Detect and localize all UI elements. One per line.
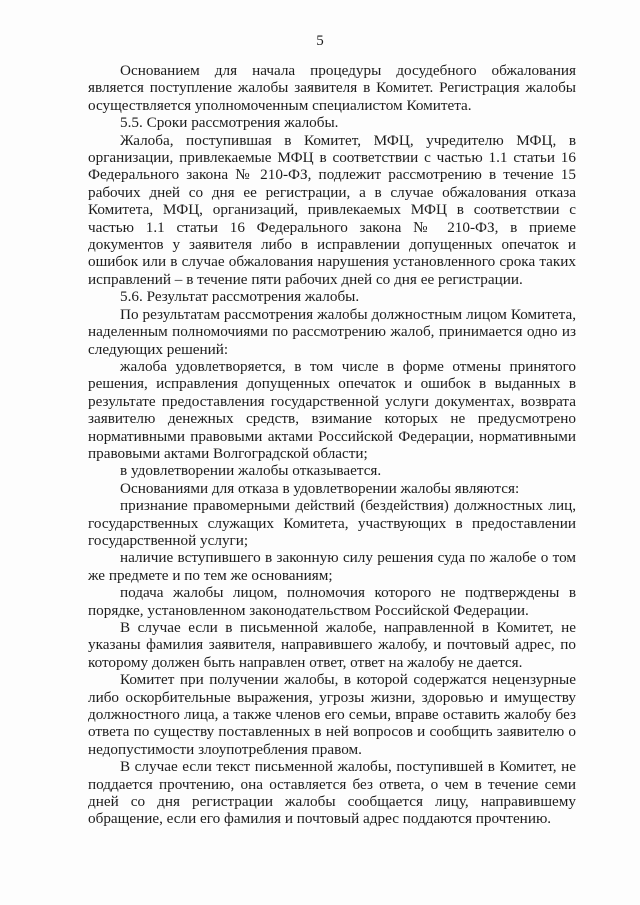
paragraph-refusal-grounds-intro: Основаниями для отказа в удовлетворении жалобы являются: — [120, 479, 520, 497]
paragraph-decision-refused: в удовлетворении жалобы отказывается. — [120, 462, 382, 480]
paragraph-refusal-ground-authority: подача жалобы лицом, полномочия которого не подтверждены в порядке, установленном законодательством Российской Федерации. — [88, 584, 576, 619]
paragraph-review-terms: Жалоба, поступившая в Комитет, МФЦ, учредителю МФЦ, в организации, привлекаемые МФЦ в соответствии с частью 1.1 статьи 16 Федерального закона № 210-ФЗ, подлежит рассмотрению в течение 15 рабочих дней со дня ее регистрации, а в случае обжалования отказа Комитета, МФЦ, организаций, привлекаемых МФЦ в соответствии с частью 1.1 статьи 16 Федерального закона № 210-ФЗ, в приеме документов у заявителя либо в исправлении допущенных опечаток и ошибок или в случае обжалования нарушения установленного срока таких исправлений – в течение пяти рабочих дней со дня ее регистрации. — [88, 131, 576, 288]
paragraph-refusal-ground-lawful: признание правомерными действий (бездействия) должностных лиц, государственных служащих Комитета, участвующих в предоставлении государственной услуги; — [88, 497, 576, 549]
paragraph-illegible-text: В случае если текст письменной жалобы, поступившей в Комитет, не поддается прочтению, она оставляется без ответа, о чем в течение семи дней со дня регистрации жалобы сообщается лицу, направившему обращение, если его фамилия и почтовый адрес поддаются прочтению. — [88, 758, 576, 828]
document-body — [88, 62, 576, 828]
page-number: 5 — [316, 33, 324, 49]
section-heading-review-result: 5.6. Результат рассмотрения жалобы. — [120, 288, 360, 306]
section-heading-review-terms: 5.5. Сроки рассмотрения жалобы. — [120, 114, 339, 132]
paragraph-decision-intro: По результатам рассмотрения жалобы должностным лицом Комитета, наделенным полномочиями по рассмотрению жалоб, принимается одно из следующих решений: — [88, 305, 576, 358]
paragraph-no-applicant-data: В случае если в письменной жалобе, направленной в Комитет, не указаны фамилия заявителя, направившего жалобу, и почтовый адрес, по которому должен быть направлен ответ, ответ на жалобу не дается. — [88, 619, 576, 671]
paragraph-refusal-ground-court: наличие вступившего в законную силу решения суда по жалобе о том же предмете и по тем же основаниям; — [88, 549, 576, 584]
paragraph-decision-satisfied: жалоба удовлетворяется, в том числе в форме отмены принятого решения, исправления допущенных опечаток и ошибок в выданных в результате предоставления государственной услуги документах, возврата заявителю денежных средств, взимание которых не предусмотрено нормативными правовыми актами Российской Федерации, нормативными правовыми актами Волгоградской области; — [88, 357, 576, 462]
paragraph-complaint-basis: Основанием для начала процедуры досудебного обжалования является поступление жалобы заявителя в Комитет. Регистрация жалобы осуществляется уполномоченным специалистом Комитета. — [88, 62, 576, 114]
paragraph-offensive-content: Комитет при получении жалобы, в которой содержатся нецензурные либо оскорбительные выражения, угрозы жизни, здоровью и имуществу должностного лица, а также членов его семьи, вправе оставить жалобу без ответа по существу поставленных в ней вопросов и сообщить заявителю о недопустимости злоупотребления правом. — [88, 671, 576, 758]
